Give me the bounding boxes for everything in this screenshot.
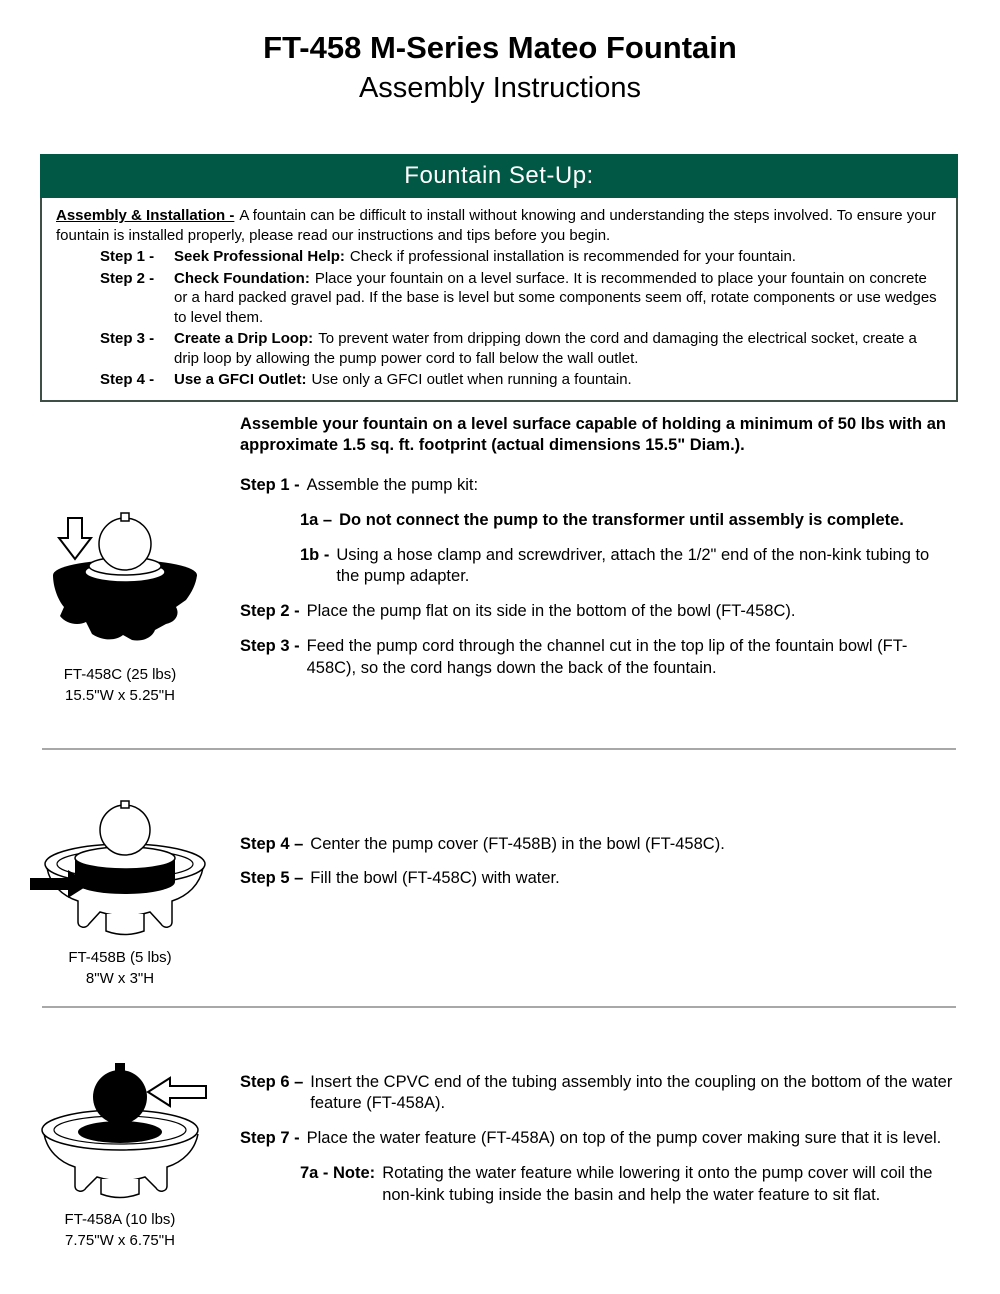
step-prefix: 1a – [300,510,333,529]
setup-step-text: Check Foundation: Place your fountain on a level surface. It is recommended to place your fountain on concrete or a hard packed gravel pad. If the base is level but some components seem off, rotate components or use wedges to level them. [174,269,937,326]
step-prefix: Step 7 - [240,1129,300,1148]
figure-caption [65,1209,176,1253]
instructions-column-3 [240,1008,1000,1294]
page-subtitle: Assembly Instructions [358,72,642,104]
sphere-feature-black [93,1070,147,1124]
step-text: Place the water feature (FT-458A) on top of the pump cover making sure that it is level. [306,1129,942,1148]
setup-box-body [40,198,958,402]
step-1 [240,475,956,497]
pump-cover-figure [28,800,213,940]
figure-caption [64,664,177,708]
sphere-nub [115,1063,125,1072]
figure-caption-line1: FT-458A (10 lbs) [64,1210,176,1228]
step-1a [300,510,956,532]
figure-column-2 [0,750,240,1006]
instructions-column-1 [240,412,1000,748]
step-4 [240,834,956,856]
figure-column-1 [0,412,240,748]
step-5 [240,868,956,890]
water-feature-illustration [28,1052,213,1202]
setup-step-2 [100,269,942,328]
step-text: Using a hose clamp and screwdriver, attach the 1/2" end of the non-kink tubing to the pump adapter. [336,545,930,586]
fountain-bowl-illustration [30,512,210,657]
figure-caption-line2: 7.75"W x 6.75"H [65,1232,175,1250]
step-prefix: Step 1 - [240,476,300,495]
page-title: FT-458 M-Series Mateo Fountain [263,30,737,65]
setup-intro-text: A fountain can be difficult to install without knowing and understanding the steps involved. To ensure your fountain is installed properly, please read our instructions and tips before you begin. [56,207,936,244]
setup-step-text: Create a Drip Loop: To prevent water from dripping down the cord and damaging the electrical socket, create a drip loop by allowing the pump power cord to fall below the wall outlet. [174,330,917,367]
setup-step-4 [100,370,942,390]
water-feature-figure [28,1052,213,1202]
step-2 [240,601,956,623]
step-text: Rotating the water feature while lowering it onto the pump cover will coil the non-kink tubing inside the basin and help the water feature to sit flat. [382,1163,933,1204]
feature-base-disc [78,1121,162,1143]
setup-step-number: Step 1 - [100,248,155,265]
step-7a-note [300,1163,956,1207]
sphere-nub [121,513,129,521]
instructions-column-2 [240,750,1000,1006]
figure-column-3 [0,1008,240,1294]
bowl-front-leg [101,1179,139,1198]
step-prefix: 7a - Note: [300,1163,376,1182]
step-prefix: Step 4 – [240,834,304,853]
bowl-body [53,575,197,641]
step-prefix: Step 5 – [240,869,304,888]
fountain-setup-box [40,154,958,402]
step-text: Place the pump flat on its side in the bottom of the bowl (FT-458C). [306,602,796,621]
setup-step-text: Use a GFCI Outlet: Use only a GFCI outlet when running a fountain. [174,371,632,388]
step-text: Feed the pump cord through the channel cut in the top lip of the fountain bowl (FT-458C), so the cord hangs down the back of the fountain. [306,636,908,677]
step-prefix: Step 3 - [240,636,300,655]
step-7 [240,1128,956,1150]
down-arrow-icon [59,518,91,559]
setup-step-3 [100,329,942,368]
pump-cover-illustration [28,800,213,940]
sphere-feature [100,805,150,855]
setup-step-number: Step 4 - [100,371,155,388]
step-3 [240,636,956,680]
left-arrow-icon [148,1078,206,1106]
step-prefix: Step 6 – [240,1072,304,1091]
setup-intro [56,206,942,245]
step-text: Insert the CPVC end of the tubing assembly into the coupling on the bottom of the water feature (FT-458A). [310,1072,953,1113]
setup-step-1 [100,247,942,267]
setup-step-text: Seek Professional Help: Check if professional installation is recommended for your fountain. [174,248,796,265]
figure-caption-line2: 15.5"W x 5.25"H [65,687,175,705]
setup-intro-label: Assembly & Installation - [56,207,235,224]
figure-caption-line1: FT-458C (25 lbs) [63,665,177,683]
section-pump-cover [0,750,1000,1006]
section-bowl-assembly [0,412,1000,748]
step-text: Center the pump cover (FT-458B) in the bowl (FT-458C). [310,834,725,853]
step-prefix: Step 2 - [240,602,300,621]
step-6 [240,1072,956,1116]
sphere-nub [121,801,129,808]
step-text: Assemble the pump kit: [306,476,479,495]
setup-step-number: Step 2 - [100,269,155,287]
lead-paragraph: Assemble your fountain on a level surface capable of holding a minimum of 50 lbs with an approximate 1.5 sq. ft. footprint (actual dimensions 15.5" Diam.). [240,414,946,455]
figure-caption-line1: FT-458B (5 lbs) [68,948,172,966]
step-text: Fill the bowl (FT-458C) with water. [310,869,560,888]
sphere-feature [99,518,151,570]
figure-caption-line2: 8"W x 3"H [85,970,155,988]
assembly-instructions-page [0,30,1000,1294]
step-text: Do not connect the pump to the transformer until assembly is complete. [339,510,904,529]
step-prefix: 1b - [300,545,330,564]
fountain-bowl-figure [30,512,210,657]
setup-banner-title: Fountain Set-Up: [40,154,958,198]
section-water-feature [0,1008,1000,1294]
figure-caption [68,947,171,991]
setup-step-number: Step 3 - [100,330,155,347]
bowl-front-leg [106,914,144,935]
step-1b [300,545,956,589]
